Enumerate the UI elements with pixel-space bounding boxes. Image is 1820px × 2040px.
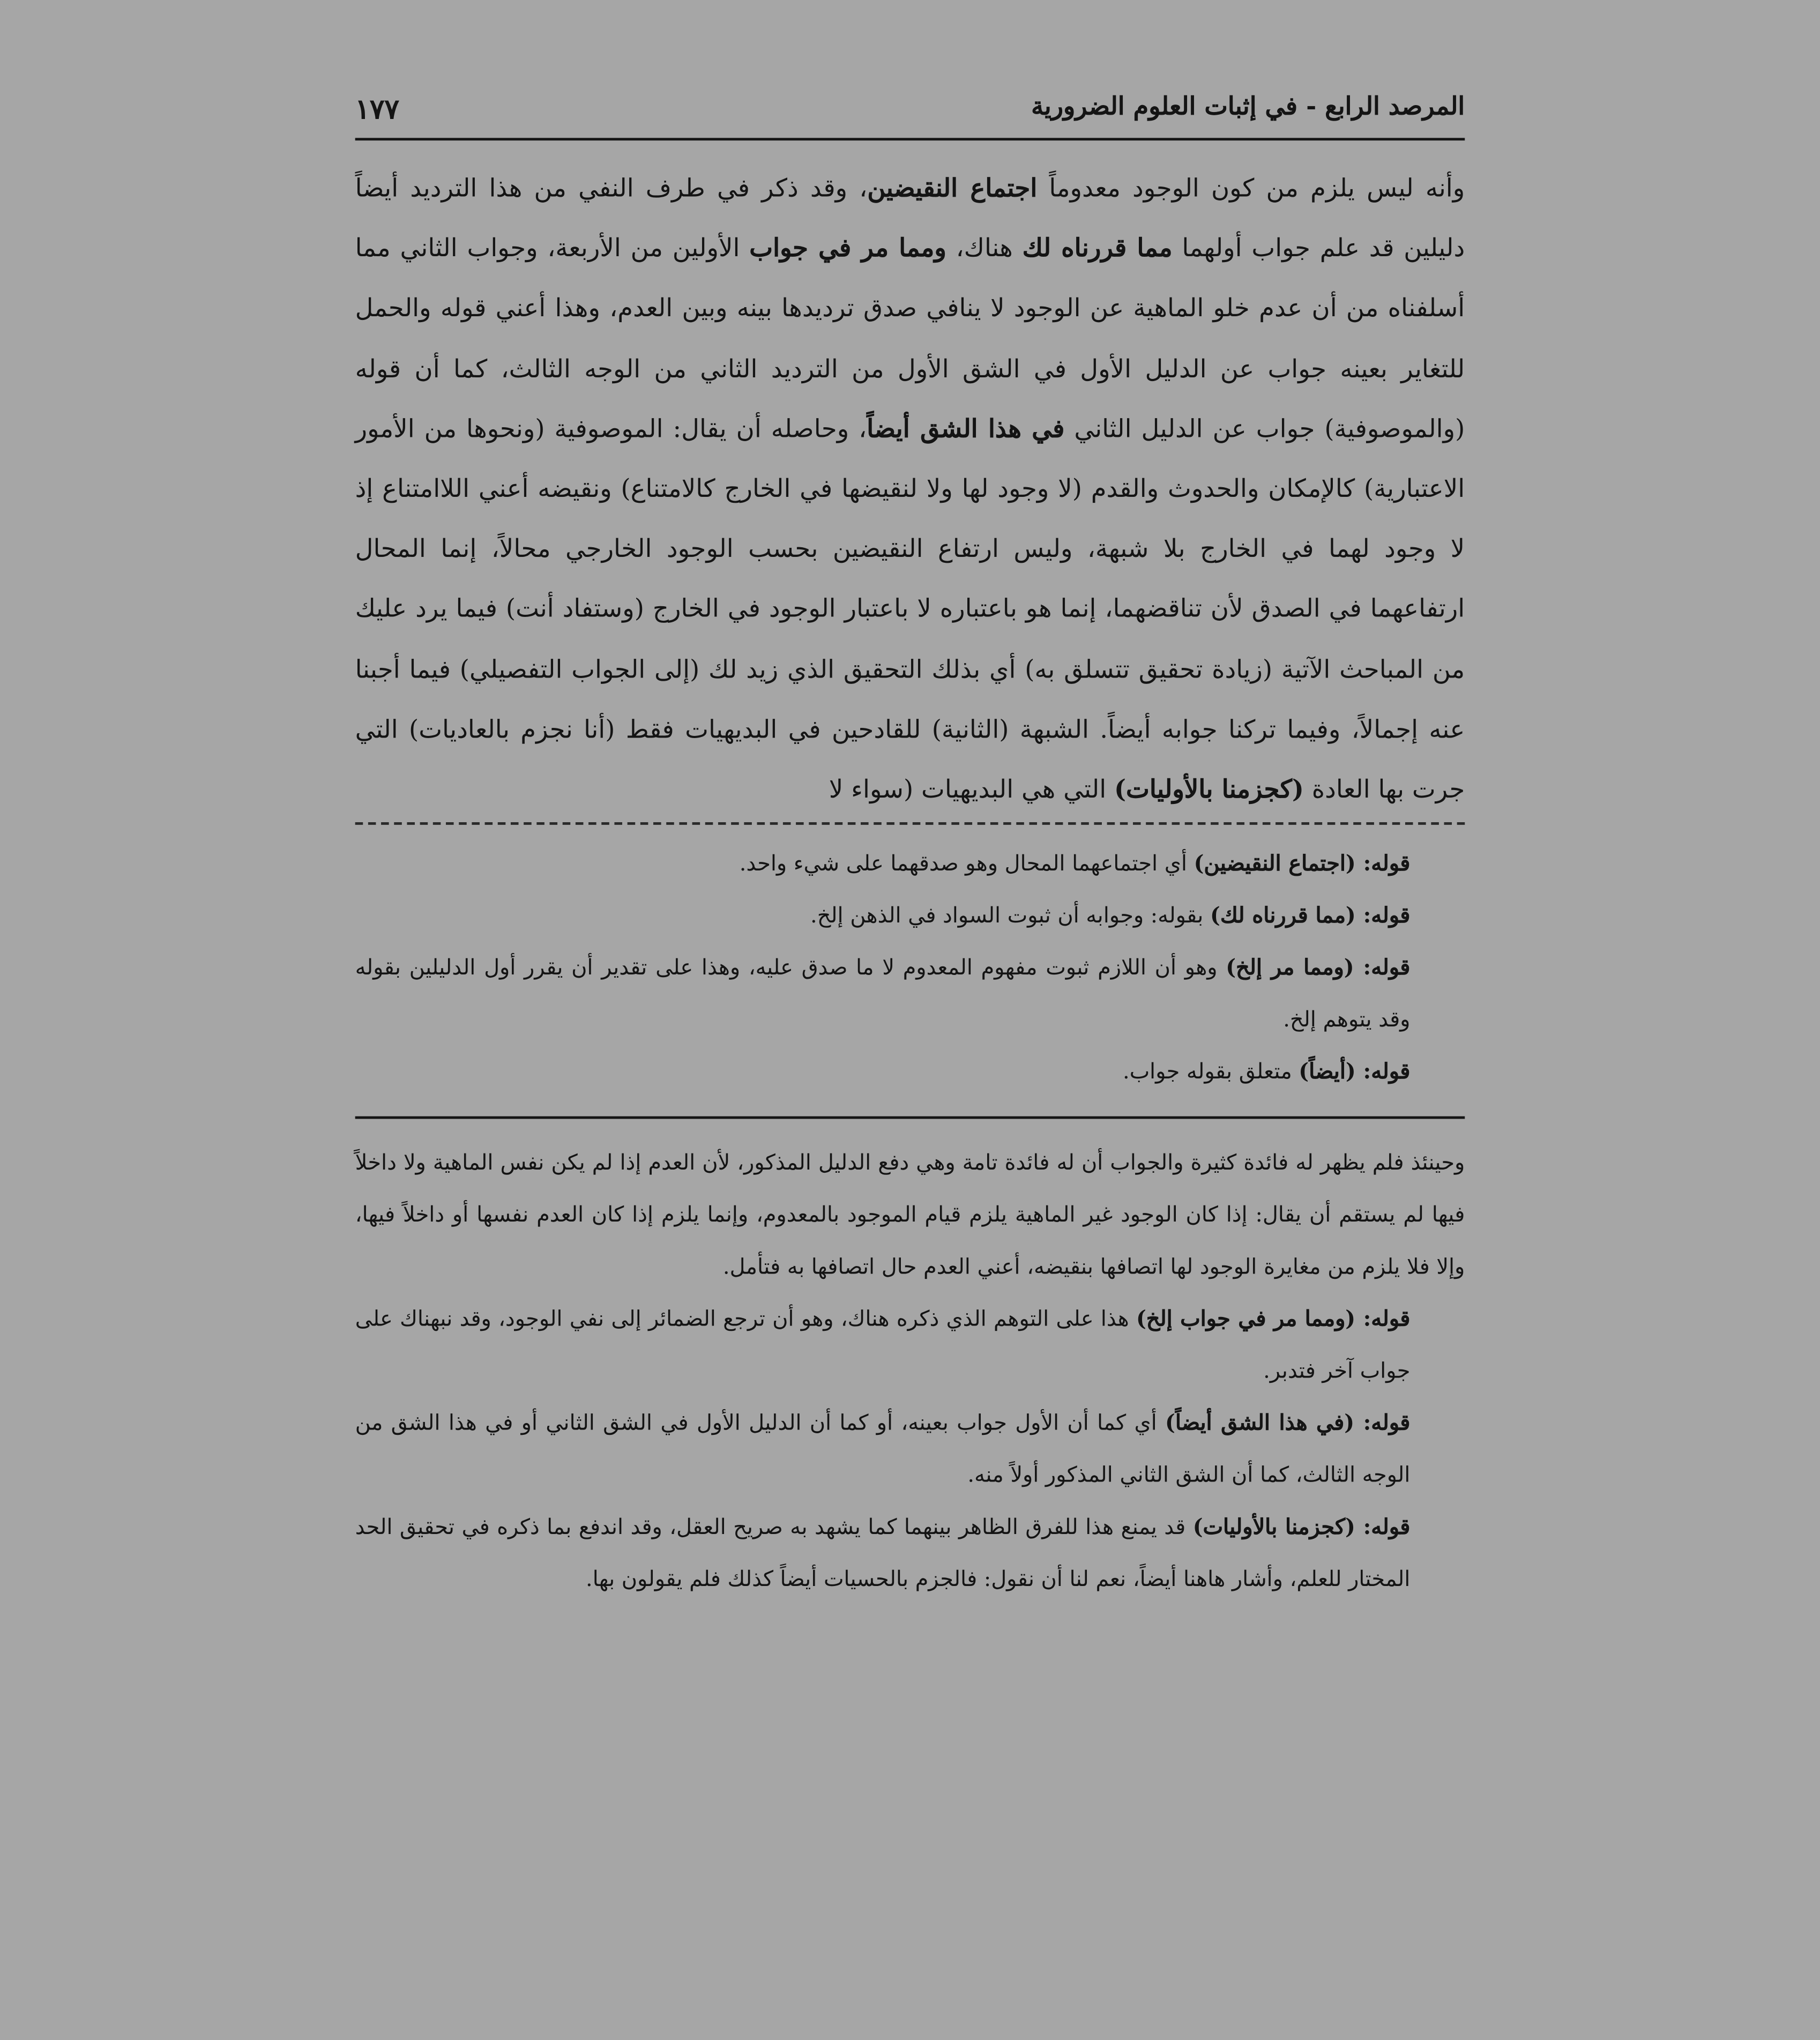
commentary-paragraph <box>355 838 1465 890</box>
commentary-paragraph <box>355 890 1465 942</box>
commentary-paragraph <box>355 1293 1465 1397</box>
bold-phrase: قوله: (ومما مر إلخ) <box>1226 955 1411 980</box>
text-run: أي اجتماعهما المحال وهو صدقهما على شيء واحد. <box>739 851 1194 876</box>
book-page <box>355 83 1465 1606</box>
bold-phrase: في هذا الشق أيضاً <box>867 413 1065 444</box>
commentary-paragraph <box>355 1046 1465 1098</box>
commentary-paragraph <box>355 1137 1465 1293</box>
commentary-paragraph <box>355 1397 1465 1501</box>
commentary-paragraph <box>355 942 1465 1046</box>
bold-phrase: قوله: (كجزمنا بالأوليات) <box>1192 1514 1411 1540</box>
bold-phrase: مما قررناه لك <box>1022 233 1173 263</box>
dashed-separator <box>355 823 1465 825</box>
bold-phrase: قوله: (في هذا الشق أيضاً) <box>1165 1410 1411 1435</box>
text-run: وأنه ليس يلزم من كون الوجود معدوماً <box>1037 173 1465 203</box>
bold-phrase: اجتماع النقيضين <box>867 173 1038 203</box>
text-run: هذا على التوهم الذي ذكره هناك، وهو أن ترجع الضمائر إلى نفي الوجود، وقد نبهناك على جواب آخر فتدبر. <box>355 1306 1411 1383</box>
text-run: ، وقد ذكر في طرف النفي من هذا الترديد أيضاً دليلين قد علم جواب أولهما <box>355 173 1465 263</box>
bold-phrase: (كجزمنا بالأوليات) <box>1114 774 1304 805</box>
bold-phrase: ومما مر في جواب <box>749 233 946 263</box>
text-run: ، وحاصله أن يقال: الموصوفية (ونحوها من الأمور الاعتبارية) كالإمكان والحدوث والقدم (لا وجود لها ولا لنقيضها في الخارج كالامتناع) ونقيضه أعني اللاامتناع إذ لا وجود لهما في الخارج بلا شبهة، وليس ارتفاع النقيضين بحسب الوجود الخارجي محالاً، إنما المحال ارتفاعهما في الصدق لأن تناقضهما، إنما هو باعتباره لا باعتبار الوجود في الخارج (وستفاد أنت) فيما يرد عليك من المباحث الآتية (زيادة تحقيق تتسلق به) أي بذلك التحقيق الذي زيد لك (إلى الجواب التفصيلي) فيما أجبنا عنه إجمالاً، وفيما تركنا جوابه أيضاً. الشبهة (الثانية) للقادحين في البديهيات فقط (أنا نجزم بالعاديات) التي جرت بها العادة <box>355 413 1465 805</box>
solid-separator <box>355 1116 1465 1119</box>
running-header <box>355 83 1465 140</box>
lower-commentary <box>355 1137 1465 1606</box>
text-run: قد يمنع هذا للفرق الظاهر بينهما كما يشهد به صريح العقل، وقد اندفع بما ذكره في تحقيق الحد المختار للعلم، وأشار هاهنا أيضاً، نعم لنا أن نقول: فالجزم بالحسيات أيضاً كذلك فلم يقولون بها. <box>355 1514 1411 1592</box>
bold-phrase: قوله: (اجتماع النقيضين) <box>1194 851 1411 876</box>
commentary-paragraph <box>355 1502 1465 1606</box>
text-run: هناك، <box>946 233 1023 263</box>
text-run: التي هي البديهيات (سواء لا <box>829 774 1114 805</box>
main-text <box>355 159 1465 820</box>
text-run: بقوله: وجوابه أن ثبوت السواد في الذهن إلخ. <box>810 903 1211 928</box>
bold-phrase: قوله: (أيضاً) <box>1299 1059 1411 1084</box>
text-run: وهو أن اللازم ثبوت مفهوم المعدوم لا ما صدق عليه، وهذا على تقدير أن يقرر أول الدليلين بقوله وقد يتوهم إلخ. <box>355 955 1411 1032</box>
bold-phrase: قوله: (مما قررناه لك) <box>1210 903 1411 928</box>
bold-phrase: قوله: (ومما مر في جواب إلخ) <box>1136 1306 1411 1331</box>
running-title: المرصد الرابع - في إثبات العلوم الضرورية <box>1031 92 1465 121</box>
text-run: وحينئذ فلم يظهر له فائدة كثيرة والجواب أن له فائدة تامة وهي دفع الدليل المذكور، لأن العدم إذا لم يكن نفس الماهية ولا داخلاً فيها لم يستقم أن يقال: إذا كان الوجود غير الماهية يلزم قيام الموجود بالمعدوم، وإنما يلزم إذا كان العدم نفسها أو داخلاً فيها، وإلا فلا يلزم من مغايرة الوجود لها اتصافها بنقيضه، أعني العدم حال اتصافها به فتأمل. <box>355 1150 1465 1279</box>
text-run: متعلق بقوله جواب. <box>1122 1059 1299 1084</box>
page-number: ١٧٧ <box>355 92 399 125</box>
upper-commentary <box>355 838 1465 1098</box>
text-run: أي كما أن الأول جواب بعينه، أو كما أن الدليل الأول في الشق الثاني أو في هذا الشق من الوجه الثالث، كما أن الشق الثاني المذكور أولاً منه. <box>355 1410 1411 1487</box>
text-run: الأولين من الأربعة، وجواب الثاني مما أسلفناه من أن عدم خلو الماهية عن الوجود لا ينافي صدق ترديدها بينه وبين العدم، وهذا أعني قوله والحمل للتغاير بعينه جواب عن الدليل الأول في الشق الأول من الترديد الثاني من الوجه الثالث، كما أن قوله (والموصوفية) جواب عن الدليل الثاني <box>355 233 1465 444</box>
